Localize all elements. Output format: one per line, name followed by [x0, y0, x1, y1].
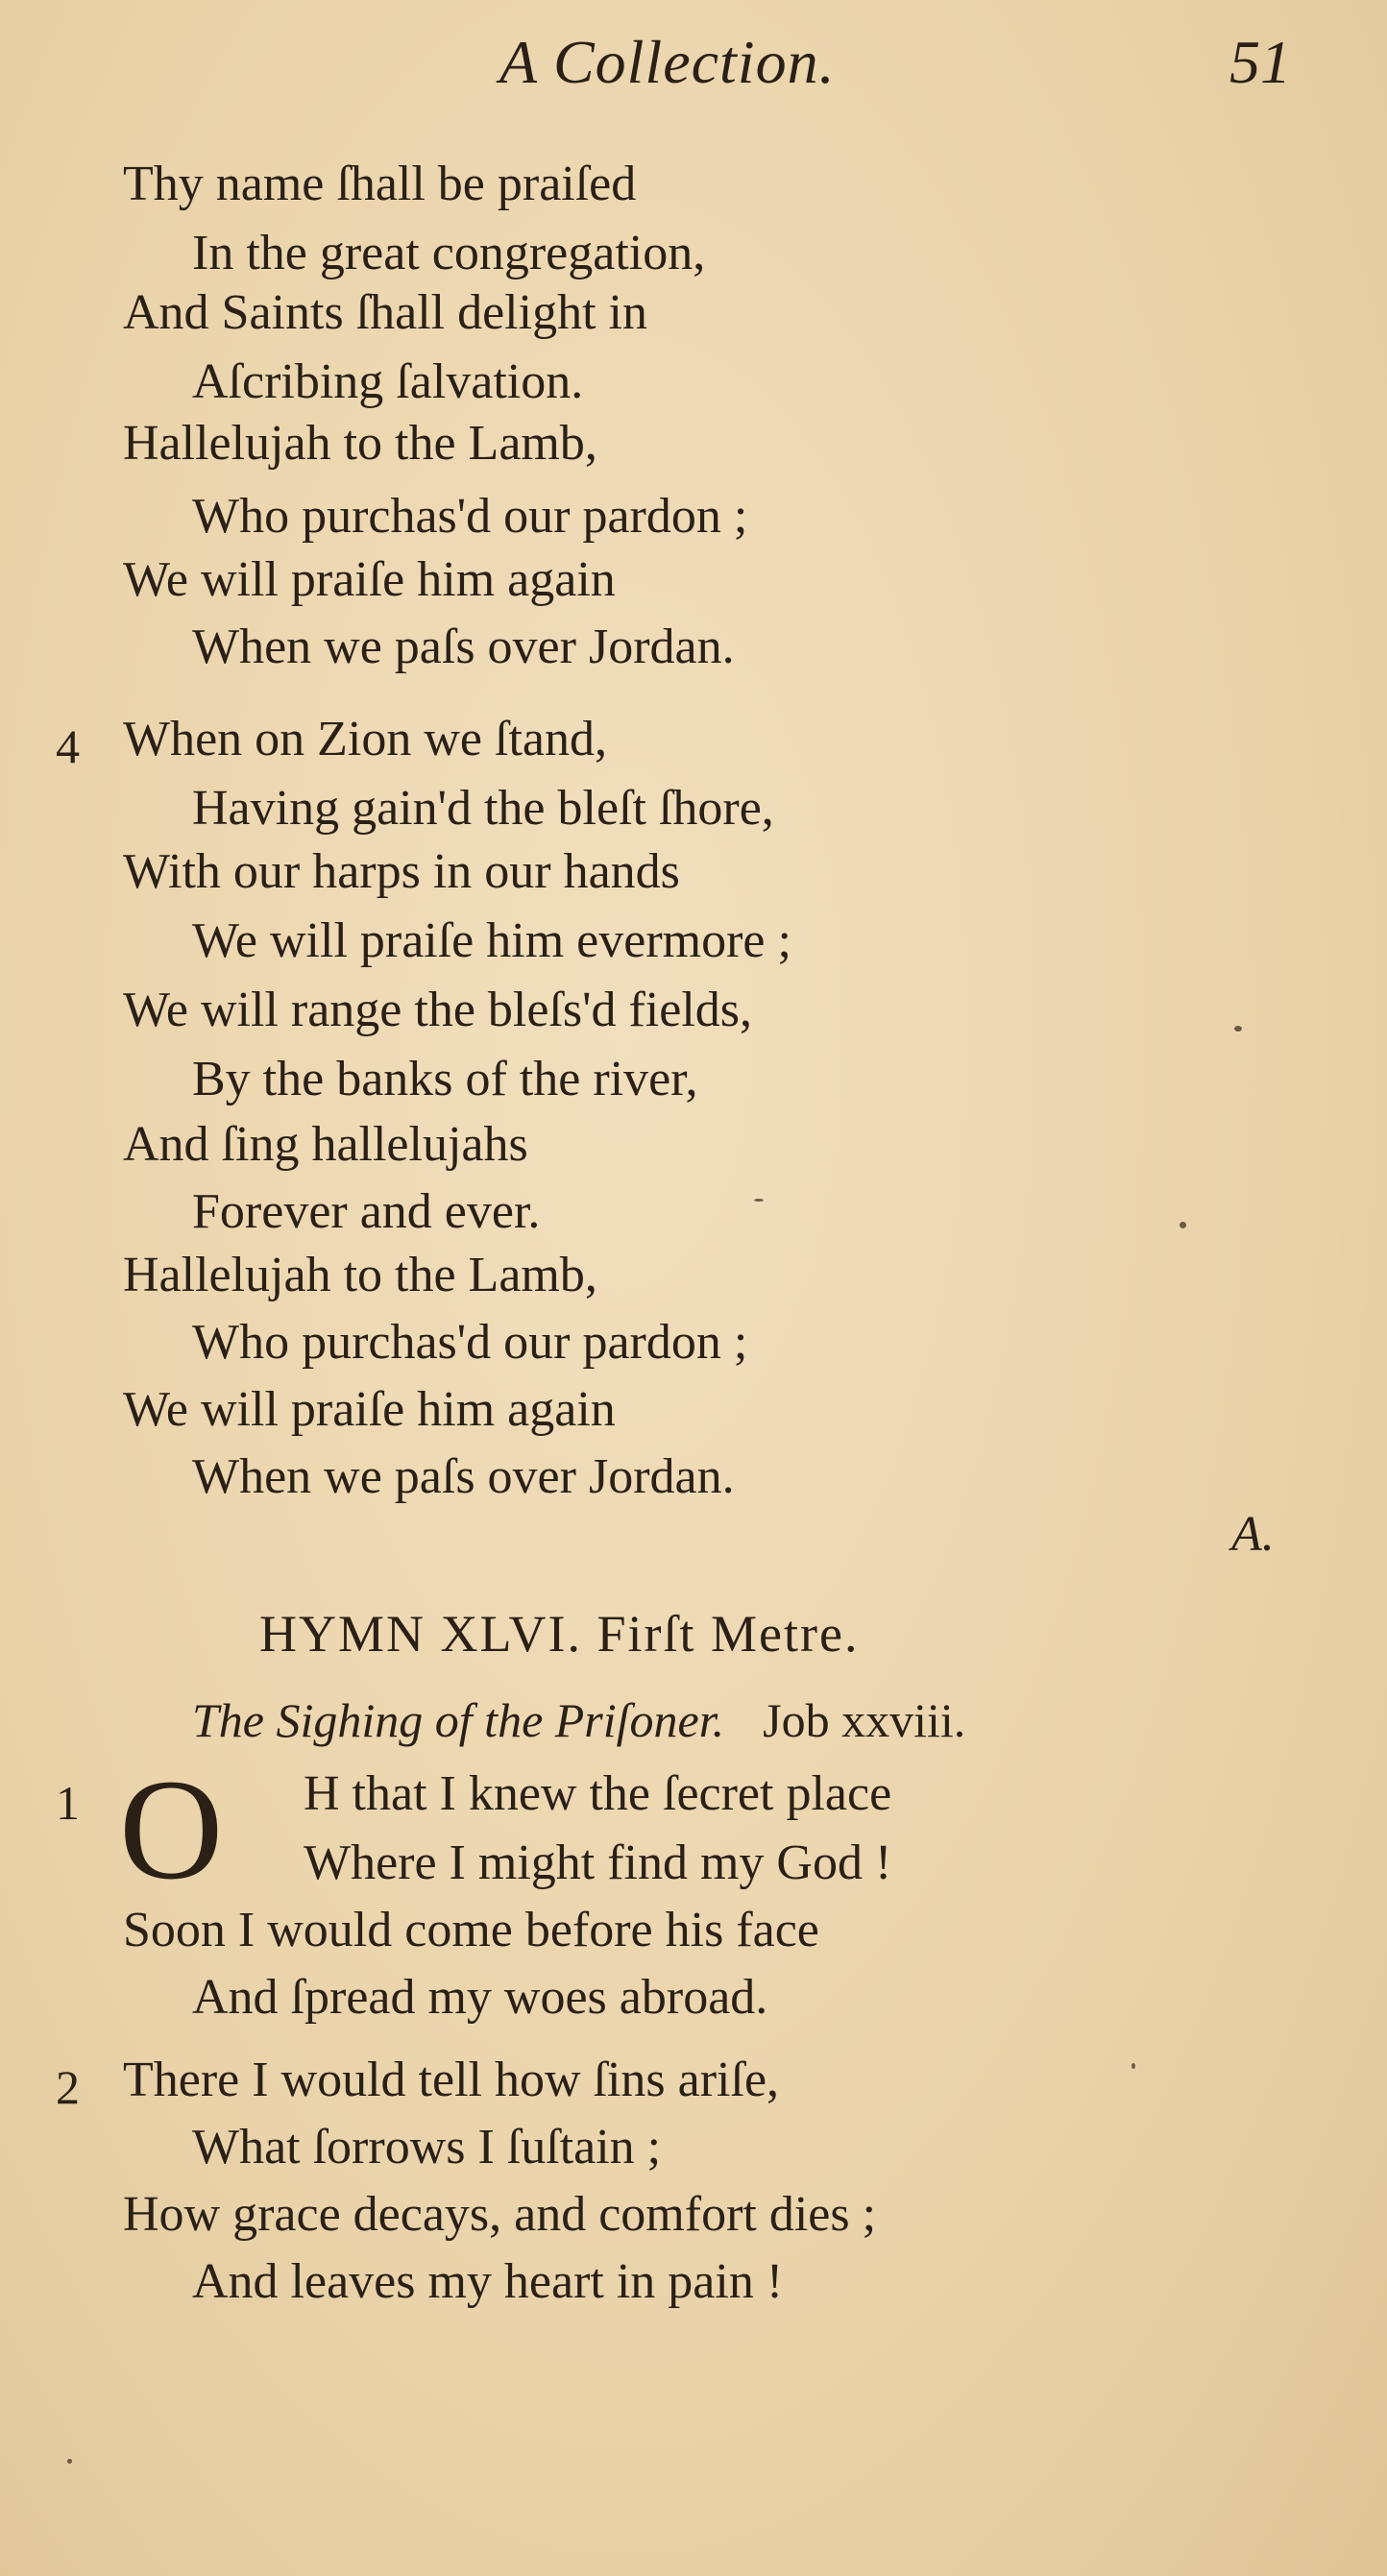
- verse-line: Hallelujah to the Lamb,: [123, 1248, 597, 1302]
- paper-speck: [1180, 1222, 1186, 1228]
- verse-line: When we paſs over Jordan.: [192, 620, 735, 674]
- verse-line: With our harps in our hands: [123, 844, 680, 899]
- paper-speck: [67, 2459, 72, 2464]
- verse-line: There I would tell how ſins ariſe,: [123, 2053, 780, 2107]
- verse-line: And leaves my heart in pain !: [192, 2254, 784, 2309]
- verse-number: 1: [56, 1776, 80, 1830]
- verse-line: Hallelujah to the Lamb,: [123, 416, 597, 471]
- verse-line: Who purchas'd our pardon ;: [192, 489, 748, 544]
- verse-line: We will praiſe him evermore ;: [192, 913, 791, 968]
- verse-line: And ſing hallelujahs: [123, 1117, 528, 1172]
- verse-line: What ſorrows I ſuſtain ;: [192, 2120, 662, 2175]
- stanza-number: 4: [56, 719, 80, 773]
- verse-line: And Saints ſhall delight in: [123, 285, 647, 340]
- verse-line: Forever and ever.: [192, 1184, 541, 1239]
- verse-line: By the banks of the river,: [192, 1052, 698, 1106]
- verse-line: We will praiſe him again: [123, 552, 616, 607]
- verse-line: Who purchas'd our pardon ;: [192, 1315, 748, 1370]
- paper-speck: [1132, 2063, 1135, 2069]
- verse-line: H that I knew the ſecret place: [304, 1766, 892, 1821]
- verse-line: Having gain'd the bleſt ſhore,: [192, 781, 774, 836]
- catchword: A.: [1231, 1507, 1275, 1562]
- verse-line: We will range the bleſs'd fields,: [123, 983, 753, 1037]
- verse-number: 2: [56, 2060, 80, 2114]
- drop-cap: O: [119, 1750, 224, 1909]
- scripture-reference: Job xxviii.: [763, 1693, 966, 1747]
- paper-speck: [754, 1199, 764, 1202]
- paper-speck: [1234, 1026, 1242, 1032]
- hymn-subtitle: [192, 1692, 965, 1748]
- page-number: 51: [1229, 28, 1291, 96]
- hymn-subtitle-italic: The Sighing of the Priſoner.: [192, 1693, 725, 1747]
- hymn-title: HYMN XLVI. Firſt Metre.: [259, 1605, 860, 1663]
- verse-line: Soon I would come before his face: [123, 1903, 819, 1957]
- verse-line: We will praiſe him again: [123, 1382, 616, 1437]
- verse-line: Aſcribing ſalvation.: [192, 354, 584, 409]
- verse-line: When on Zion we ſtand,: [123, 712, 607, 766]
- verse-line: And ſpread my woes abroad.: [192, 1970, 768, 2025]
- running-title: A Collection.: [499, 28, 836, 96]
- verse-line: Where I might find my God !: [304, 1835, 892, 1890]
- verse-line: When we paſs over Jordan.: [192, 1449, 735, 1504]
- verse-line: How grace decays, and comfort dies ;: [123, 2187, 877, 2242]
- verse-line: In the great congregation,: [192, 226, 706, 280]
- verse-line: Thy name ſhall be praiſed: [123, 157, 637, 211]
